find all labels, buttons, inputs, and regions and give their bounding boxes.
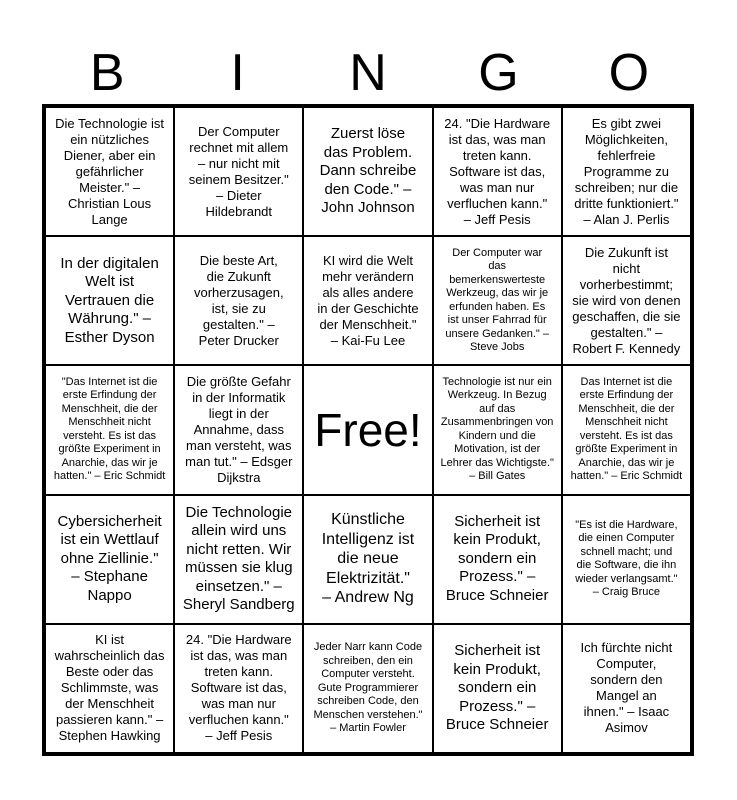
bingo-cell[interactable] [303, 107, 432, 236]
cell-text: "Es ist die Hardware, die einen Computer schnell macht; und die Software, die ihn wieder verlangsamt." – Craig Bruce [575, 518, 678, 599]
cell-text: Die Technologie ist ein nützliches Diener, aber ein gefährlicher Meister." – Christian Lous Lange [55, 115, 165, 227]
cell-text: Technologie ist nur ein Werkzeug. In Bezug auf das Zusammenbringen von Kindern und die Motivation, ist der Lehrer das Wichtigste." – Bill Gates [440, 375, 554, 483]
header-letter-o: O [608, 44, 650, 102]
bingo-cell[interactable] [433, 107, 562, 236]
header-letter-i: I [230, 44, 245, 102]
cell-text: Künstliche Intelligenz ist die neue Elektrizität." – Andrew Ng [321, 511, 415, 607]
free-space-label: Free! [314, 403, 422, 456]
bingo-cell[interactable] [433, 236, 562, 365]
bingo-cell[interactable] [433, 365, 562, 494]
bingo-cell[interactable] [433, 495, 562, 624]
cell-text: 24. "Die Hardware ist das, was man treten kann. Software ist das, was man nur verfluchen kann." – Jeff Pesis [444, 115, 551, 227]
bingo-cell[interactable] [174, 624, 303, 753]
bingo-cell[interactable] [562, 624, 691, 753]
bingo-cell[interactable] [562, 236, 691, 365]
cell-text: Ich fürchte nicht Computer, sondern den Mangel an ihnen." – Isaac Asimov [580, 640, 673, 736]
header-letter-n: N [349, 44, 387, 102]
cell-text: Der Computer war das bemerkenswerteste Werkzeug, das wir je erfunden haben. Es ist unser Fahrrad für unsere Gedanken." – Steve Jobs [445, 246, 549, 354]
cell-text: Die Technologie allein wird uns nicht retten. Wir müssen sie klug einsetzen." – Sheryl Sandberg [182, 503, 295, 614]
bingo-cell[interactable] [45, 236, 174, 365]
bingo-cell[interactable] [45, 624, 174, 753]
cell-text: Das Internet ist die erste Erfindung der Menschheit, die der Menschheit nicht versteht. Es ist das größte Experiment in Anarchie, das wir je hatten." – Eric Schmidt [570, 375, 683, 483]
cell-text: Jeder Narr kann Code schreiben, den ein Computer versteht. Gute Programmierer schreiben Code, den Menschen verstehen." – Martin Fowler [313, 641, 423, 735]
bingo-card [42, 104, 694, 756]
bingo-cell[interactable] [562, 495, 691, 624]
cell-text: "Das Internet ist die erste Erfindung der Menschheit, die der Menschheit nicht versteht. Es ist das größte Experiment in Anarchie, das wir je hatten." – Eric Schmidt [53, 375, 166, 483]
cell-text: Die Zukunft ist nicht vorherbestimmt; sie wird von denen geschaffen, die sie gestalten." – Robert F. Kennedy [572, 244, 681, 356]
bingo-cell[interactable] [45, 495, 174, 624]
bingo-cell[interactable] [562, 107, 691, 236]
bingo-cell[interactable] [174, 236, 303, 365]
bingo-cell[interactable] [303, 624, 432, 753]
cell-text: Der Computer rechnet mit allem – nur nicht mit seinem Besitzer." – Dieter Hildebrandt [188, 123, 289, 219]
cell-text: Zuerst löse das Problem. Dann schreibe den Code." – John Johnson [319, 125, 417, 217]
free-space-cell[interactable] [303, 365, 432, 494]
cell-text: Sicherheit ist kein Produkt, sondern ein Prozess." – Bruce Schneier [445, 642, 549, 734]
bingo-header [42, 42, 694, 104]
bingo-cell[interactable] [174, 495, 303, 624]
bingo-cell[interactable] [45, 107, 174, 236]
bingo-cell[interactable] [562, 365, 691, 494]
cell-text: Die größte Gefahr in der Informatik liegt in der Annahme, dass man versteht, was man tut." – Edsger Dijkstra [185, 373, 293, 485]
bingo-cell[interactable] [303, 495, 432, 624]
header-letter-b: B [89, 44, 125, 102]
header-letter-g: G [478, 44, 519, 102]
cell-text: Die beste Art, die Zukunft vorherzusagen, ist, sie zu gestalten." – Peter Drucker [193, 252, 284, 348]
bingo-cell[interactable] [433, 624, 562, 753]
bingo-cell[interactable] [45, 365, 174, 494]
bingo-cell[interactable] [174, 107, 303, 236]
cell-text: Cybersicherheit ist ein Wettlauf ohne Ziellinie." – Stephane Nappo [57, 512, 162, 604]
cell-text: 24. "Die Hardware ist das, was man treten kann. Software ist das, was man nur verfluchen kann." – Jeff Pesis [185, 632, 292, 744]
cell-text: KI ist wahrscheinlich das Beste oder das Schlimmste, was der Menschheit passieren kann." – Stephen Hawking [54, 632, 165, 744]
cell-text: KI wird die Welt mehr verändern als alles andere in der Geschichte der Menschheit." – Kai-Fu Lee [317, 252, 419, 348]
cell-text: Es gibt zwei Möglichkeiten, fehlerfreie Programme zu schreiben; nur die dritte funktioniert." – Alan J. Perlis [574, 115, 679, 227]
cell-text: In der digitalen Welt ist Vertrauen die Währung." – Esther Dyson [60, 254, 159, 346]
bingo-cell[interactable] [303, 236, 432, 365]
bingo-cell[interactable] [174, 365, 303, 494]
cell-text: Sicherheit ist kein Produkt, sondern ein Prozess." – Bruce Schneier [445, 512, 549, 604]
